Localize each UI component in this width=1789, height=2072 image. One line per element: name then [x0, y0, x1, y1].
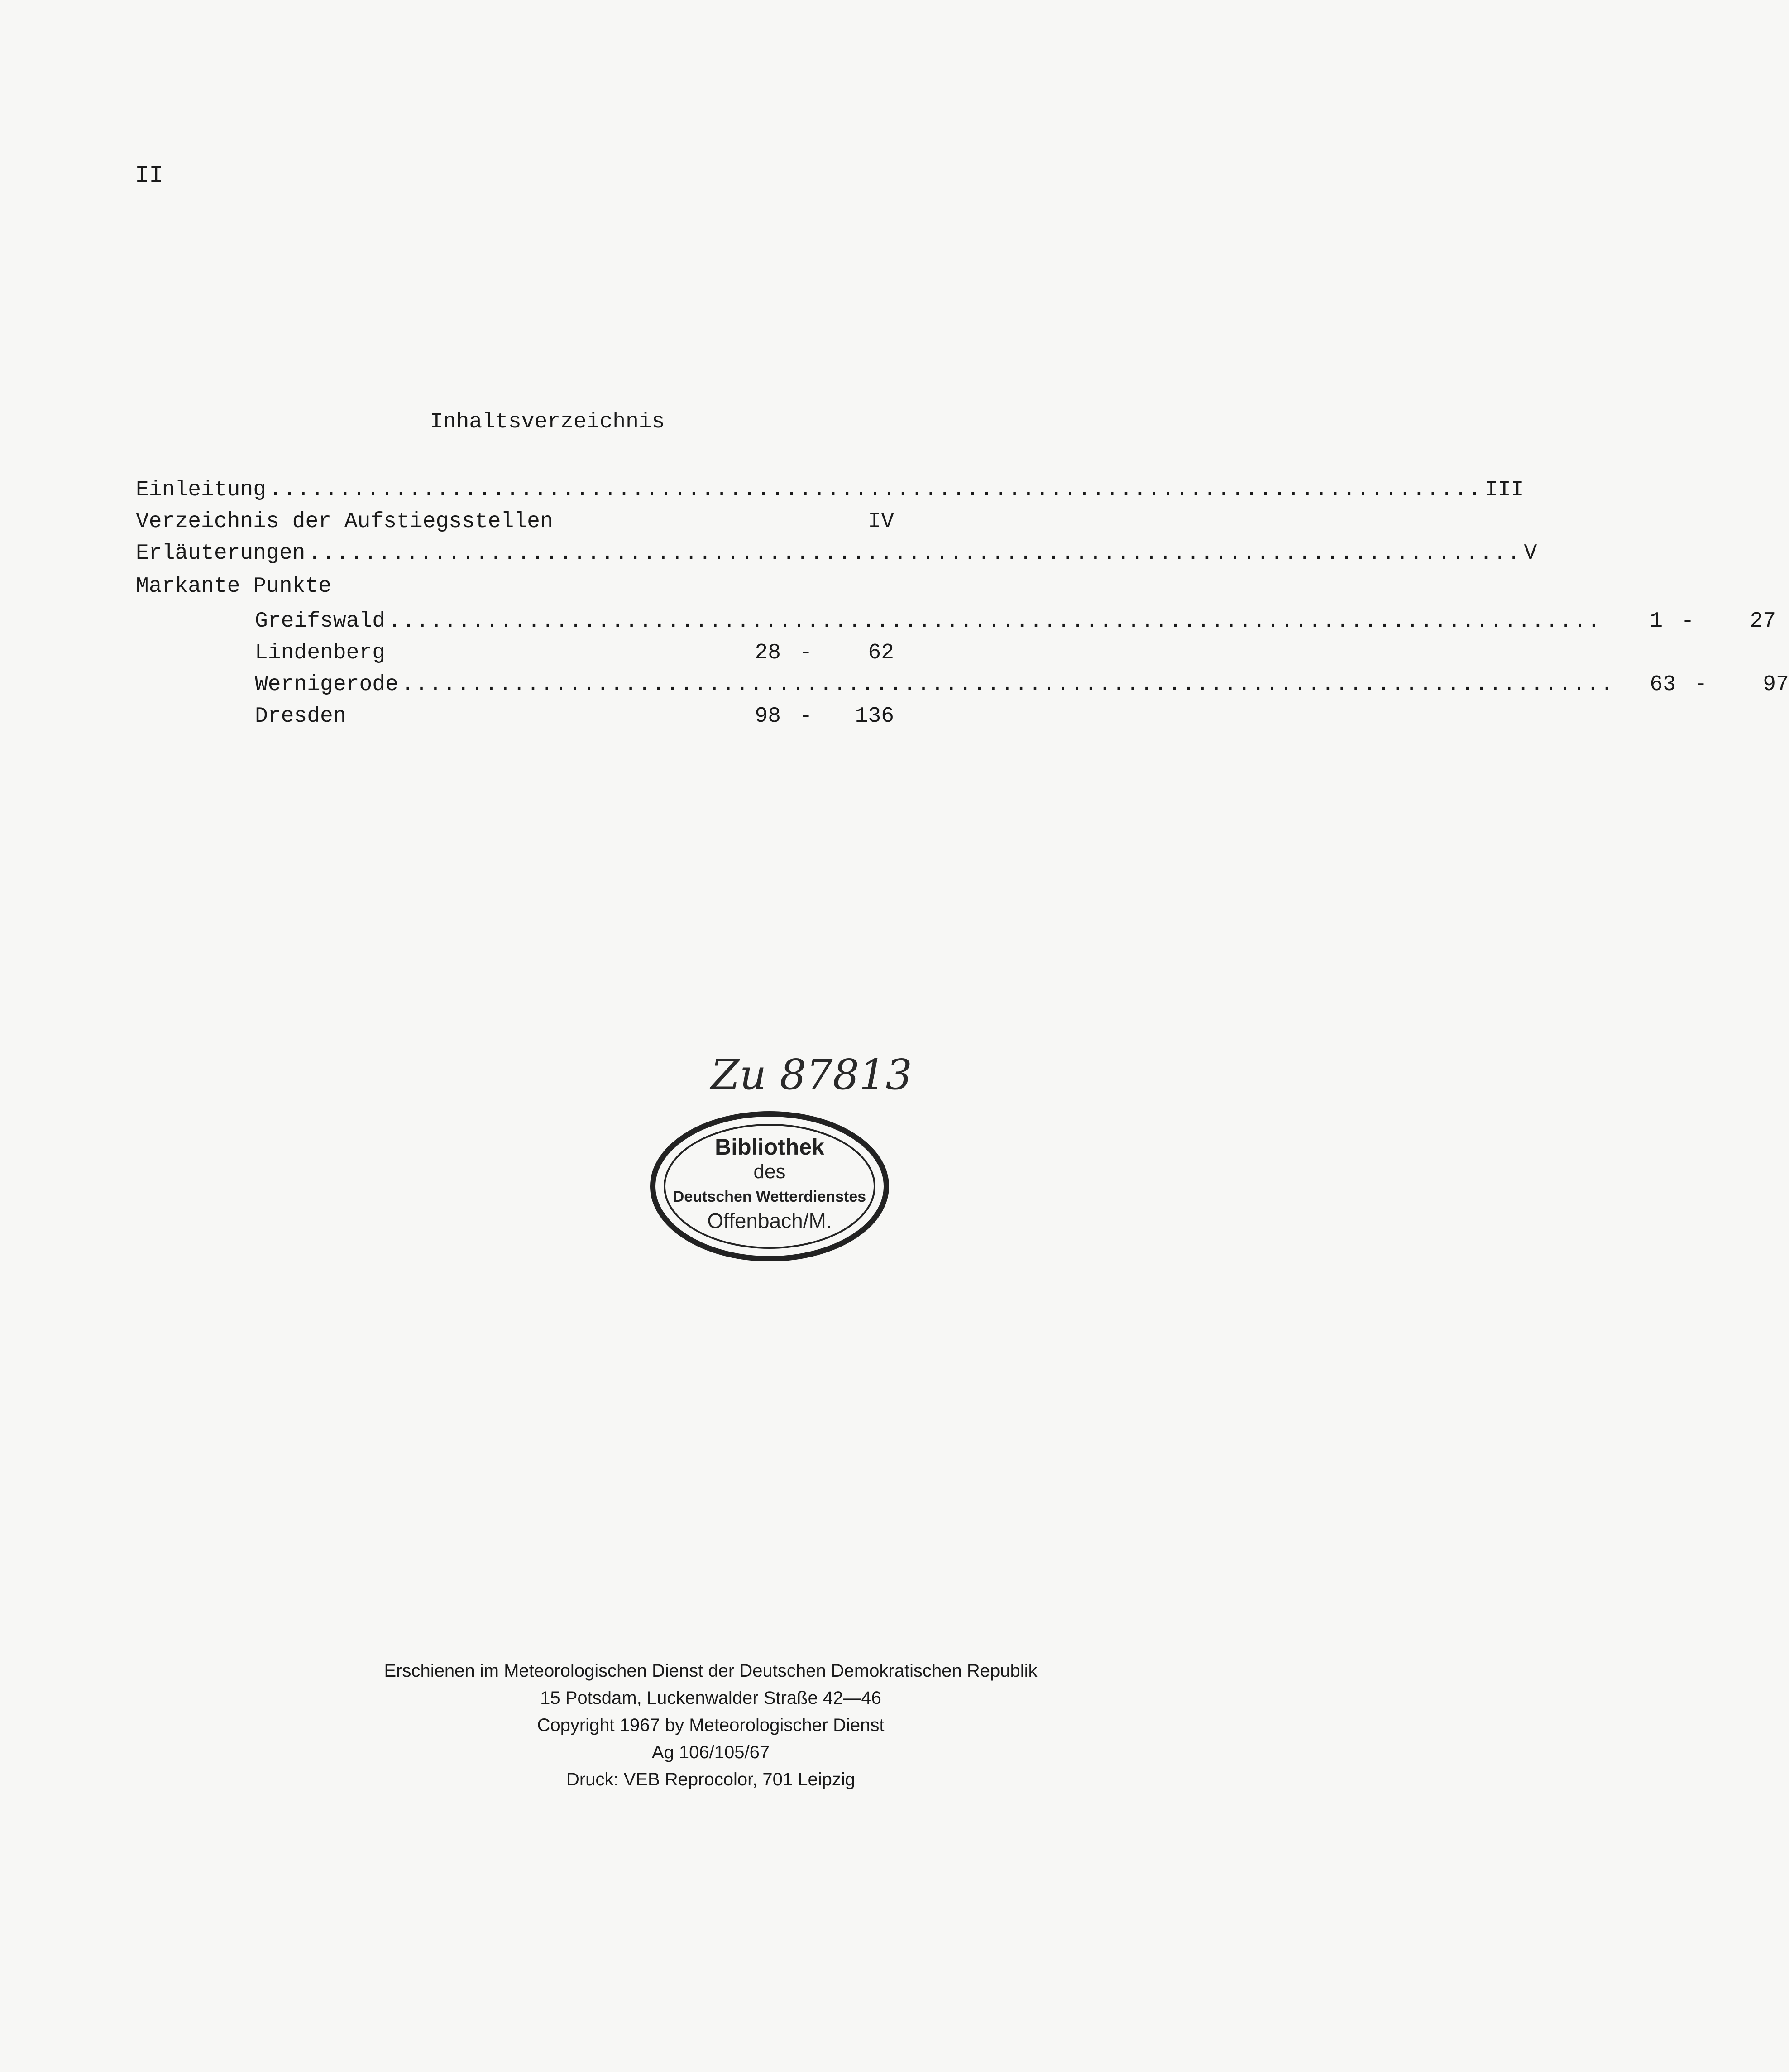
page-range-start: 28	[755, 641, 781, 665]
toc-subentry-dresden	[255, 703, 894, 730]
toc-entry-label: Verzeichnis der Aufstiegsstellen	[136, 509, 553, 534]
toc-subentry-label: Wernigerode	[255, 672, 398, 697]
page-range-end: 136	[855, 704, 894, 729]
toc-title: Inhaltsverzeichnis	[430, 410, 665, 434]
publication-imprint	[317, 1657, 1105, 1793]
page-range-dash: -	[1681, 609, 1694, 633]
toc-entry-page: V	[1524, 541, 1537, 566]
stamp-line-1: Bibliothek	[715, 1134, 824, 1160]
toc-entry-label: Einleitung	[136, 478, 267, 502]
page-range-start: 98	[755, 704, 781, 729]
stamp-line-4: Offenbach/M.	[707, 1209, 832, 1233]
dot-leader: .......................................................................................	[308, 541, 1521, 566]
dot-leader: .......................................................................................	[388, 609, 1602, 633]
toc-subentry-label: Greifswald	[255, 609, 386, 633]
toc-subentry-label: Lindenberg	[255, 641, 386, 665]
page-range-end: 62	[868, 641, 894, 665]
page-range-dash: -	[1694, 672, 1708, 697]
handwritten-accession-note	[706, 1041, 913, 1105]
imprint-printer: Druck: VEB Reprocolor, 701 Leipzig	[566, 1770, 856, 1789]
imprint-address: 15 Potsdam, Luckenwalder Straße 42—46	[540, 1688, 881, 1708]
page-range-start: 63	[1650, 672, 1676, 697]
toc-subentry-lindenberg	[255, 639, 894, 667]
toc-entry-page: III	[1485, 478, 1524, 502]
toc-subentry-wernigerode	[255, 671, 1789, 698]
handwritten-note-text: Zu 87813	[711, 1050, 913, 1099]
page-range-end: 27	[1750, 609, 1776, 633]
dot-leader: .......................................................................................	[401, 672, 1614, 697]
page-range-end: 97	[1763, 672, 1789, 697]
toc-entry-erlaeuterungen	[136, 540, 1537, 567]
toc-entry-einleitung	[136, 476, 1524, 504]
toc-entry-label: Erläuterungen	[136, 541, 306, 566]
dot-leader: .......................................................................................	[269, 478, 1483, 502]
stamp-line-3: Deutschen Wetterdienstes	[673, 1188, 866, 1205]
toc-subentry-label: Dresden	[255, 704, 346, 729]
page-range-dash: -	[799, 641, 813, 665]
toc-subentry-greifswald	[255, 608, 1776, 635]
toc-group-label: Markante Punkte	[136, 574, 332, 599]
library-stamp	[647, 1105, 892, 1268]
page-range-dash: -	[799, 704, 813, 729]
imprint-publisher: Erschienen im Meteorologischen Dienst der Deutschen Demokratischen Republik	[384, 1661, 1038, 1681]
page-range-start: 1	[1650, 609, 1663, 633]
stamp-line-2: des	[753, 1161, 786, 1183]
page-number: II	[135, 162, 163, 189]
toc-entry-page: IV	[868, 509, 894, 534]
imprint-copyright: Copyright 1967 by Meteorologischer Dienst	[537, 1715, 885, 1735]
toc-entry-aufstiegsstellen	[136, 508, 894, 535]
imprint-license-number: Ag 106/105/67	[651, 1742, 770, 1762]
